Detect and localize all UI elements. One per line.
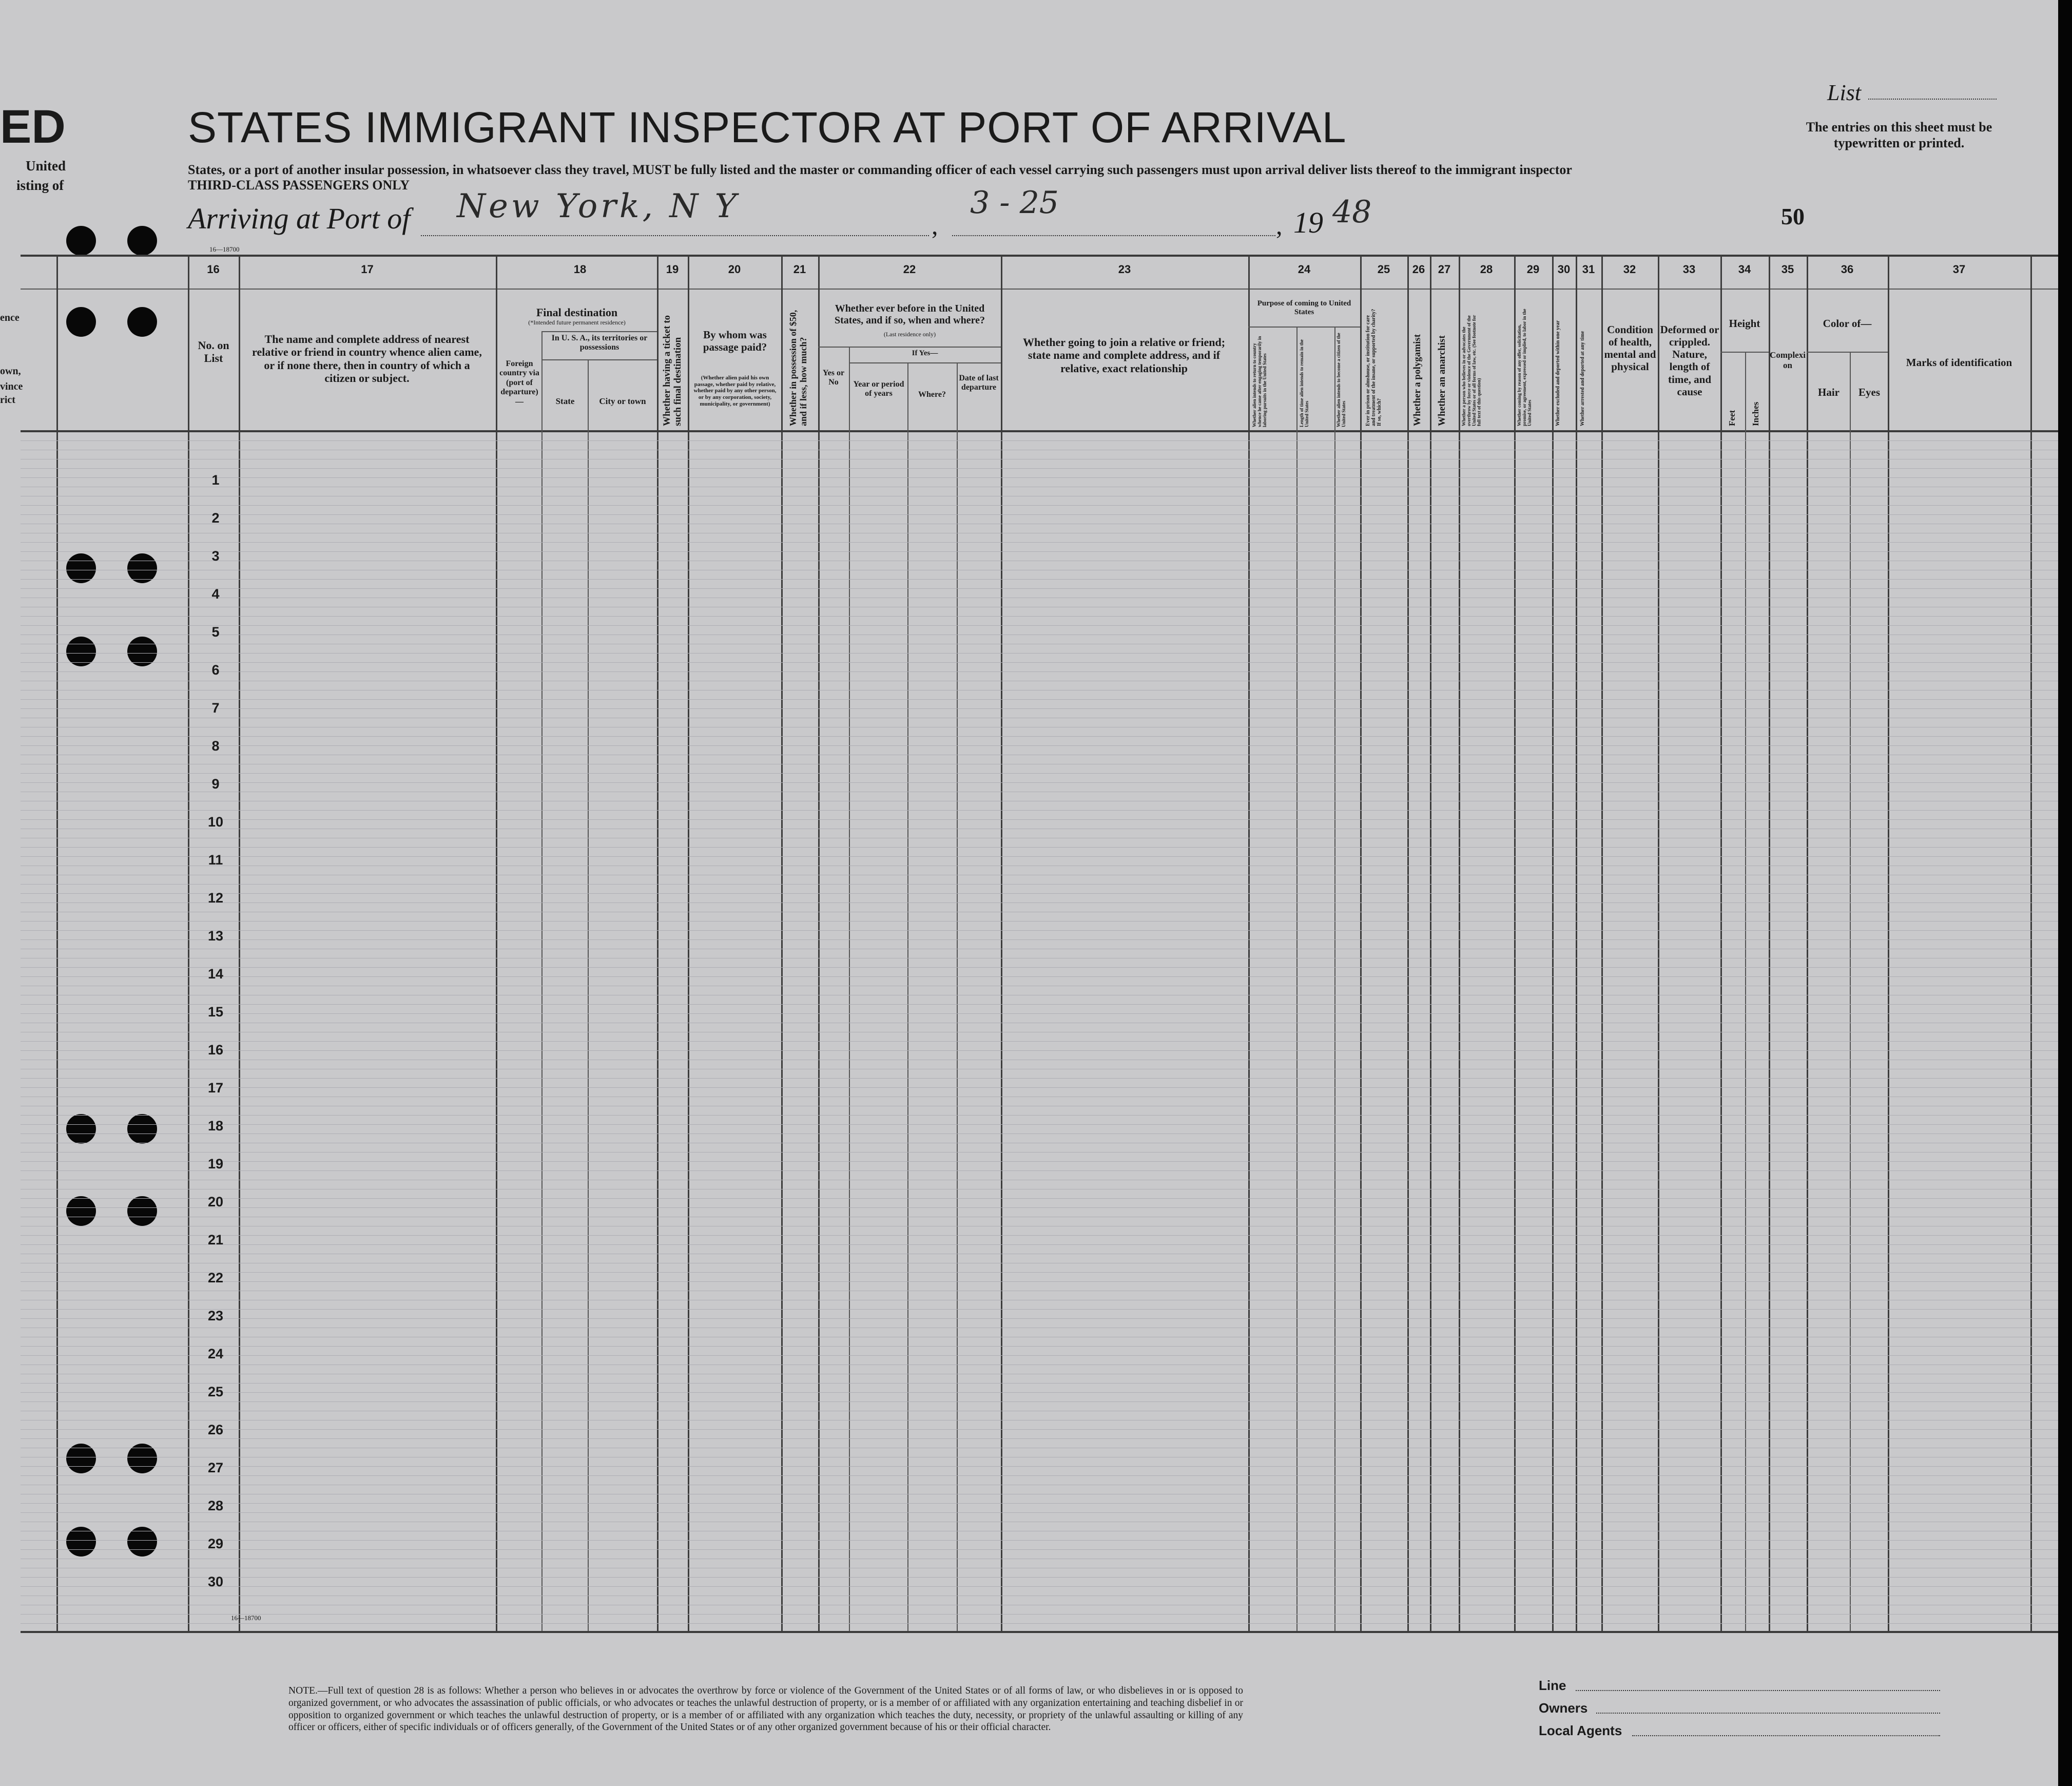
ruled-line [21,856,2058,857]
col-line [1745,352,1746,1631]
col-line [1769,255,1770,1631]
ruled-line [21,588,2058,589]
year-prefix: 19 [1293,206,1323,239]
ruled-line [21,625,2058,626]
ruled-line [21,967,2058,968]
col-line [1807,255,1808,1631]
punch-hole [127,1196,157,1226]
left-fragment-listing: isting of [16,178,64,193]
left-fragment-rict: rict [0,394,15,406]
col-line [1001,255,1002,1631]
punch-hole [66,1196,96,1226]
col-line [1407,255,1409,1631]
ruled-line [21,542,2058,543]
ruled-line [21,939,2058,940]
ruled-line [21,662,2058,663]
header-foreign-country: Foreign country via (port of departure)— [499,359,539,406]
local-agents-label: Local Agents [1539,1723,1622,1738]
col-line [1334,327,1335,1631]
form-code-bottom: 16—18700 [231,1614,261,1622]
col-line [541,331,543,1631]
footnote-question-28: NOTE.—Full text of question 28 is as follows: Whether a person who believes in or advocates the overthrow by force or violence of the Government of the United States or of all forms of law, or who disbelieves in or is opposed to organized government, or who advocates the assassination of public officials, or who advocates or teaches the unlawful destruction of property, or is a member of or affiliated with any organization entertaining and teaching disbelief in or opposition to organized government or which teaches the unlawful destruction of property, or is a member of or affiliated with any organization which teaches the duty, necessity, or propriety of the unlawful assaulting or killing of any officer or officers, either of specific individuals or of officers generally, of the Government of the United States or of any other organized government because of his or their official character. [288,1685,1243,1733]
ruled-line [21,1429,2058,1430]
ruled-line [21,1401,2058,1402]
row-number: 13 [207,928,224,944]
col-number-35: 35 [1781,263,1794,276]
row-number: 11 [208,852,223,868]
row-number: 19 [207,1156,224,1172]
col-line [1850,352,1851,1631]
c22-title-divider [818,347,1001,348]
row-number: 16 [207,1042,224,1058]
header-ever-before-sub: (Last residence only) [883,331,936,338]
ruled-line [21,1152,2058,1153]
header-purpose-citizen: Whether alien intends to become a citizen of the United States [1336,333,1346,427]
date-handwritten: 3 - 25 [970,185,1059,221]
ruled-line [21,616,2058,617]
row-number: 23 [207,1308,224,1323]
ruled-line [21,671,2058,672]
col-line [657,255,659,1631]
header-if-yes: If Yes— [912,349,938,357]
ruled-line [21,1198,2058,1199]
comma-1: , [932,211,938,240]
ruled-line [21,782,2058,783]
col-number-21: 21 [793,263,806,276]
header-excluded: Whether excluded and deported within one year [1555,320,1561,426]
col-line [1601,255,1603,1631]
col-number-31: 31 [1582,263,1595,276]
col-number-24: 24 [1298,263,1311,276]
col-line [818,255,820,1631]
ruled-line [21,810,2058,811]
col-line [56,255,58,1631]
ruled-line [21,1438,2058,1439]
header-no-on-list: No. on List [198,339,229,365]
row-number: 9 [211,776,220,792]
ruled-line [21,514,2058,515]
row-number: 17 [207,1080,224,1096]
ruled-line [21,477,2058,478]
header-eyes: Eyes [1858,386,1880,398]
col-number-20: 20 [728,263,741,276]
ruled-line [21,1050,2058,1051]
row-number: 1 [211,472,220,488]
c36-title-divider [1807,352,1888,353]
ruled-line [21,1207,2058,1208]
ruled-line [21,579,2058,580]
ruled-line [21,1041,2058,1042]
row-number: 30 [207,1574,224,1589]
col-line [688,255,689,1631]
col-number-29: 29 [1526,263,1540,276]
local-agents-field [1632,1735,1940,1736]
row-number: 6 [211,662,220,678]
col-number-16: 16 [207,263,220,276]
ruled-line [21,1466,2058,1467]
row-number: 3 [211,548,220,564]
ruled-line [21,1087,2058,1088]
row-number: 15 [207,1004,224,1020]
c18-title-divider [541,331,657,332]
col-line [1459,255,1460,1631]
header-join-relative: Whether going to join a relative or friend; state name and complete address, and if relative, exact relationship [1022,336,1226,375]
header-where: Where? [918,390,946,399]
ruled-line [21,1013,2058,1014]
ruled-line [21,1004,2058,1005]
list-line [1868,99,1997,100]
row-number: 18 [207,1118,224,1134]
col-line [1296,327,1298,1631]
col-number-33: 33 [1682,263,1696,276]
header-height: Height [1729,317,1760,330]
ruled-line [21,1623,2058,1624]
col-line [1576,255,1577,1631]
row-number: 29 [207,1536,224,1551]
col-line [1514,255,1516,1631]
header-bottom-border [21,430,2058,432]
ruled-line [21,1281,2058,1282]
row-number: 20 [207,1194,224,1209]
ruled-line [21,1475,2058,1476]
third-class-note: THIRD-CLASS PASSENGERS ONLY [188,178,410,193]
col-number-17: 17 [361,263,374,276]
col-number-37: 37 [1952,263,1966,276]
header-deformed: Deformed or crippled. Nature, length of time, and cause [1660,323,1719,398]
ruled-line [21,847,2058,848]
header-yes-or-no: Yes or No [822,369,845,387]
ruled-line [21,1355,2058,1356]
col-number-22: 22 [903,263,916,276]
col-line [1360,255,1362,1631]
sheet-number: 50 [1781,203,1805,229]
col-line [496,255,497,1631]
column-number-divider [21,289,2058,290]
year-handwritten: 48 [1332,194,1372,230]
left-fragment-ence: ence [0,312,20,323]
punch-hole [66,307,96,337]
ruled-line [21,819,2058,820]
left-fragment-own: own, [0,366,21,377]
header-year-or-period: Year or period of years [853,380,904,398]
col-line [1552,255,1554,1631]
col-line [1430,255,1431,1631]
header-health: Condition of health, mental and physical [1604,323,1656,373]
row-number: 10 [207,814,224,830]
ruled-line [21,1078,2058,1079]
ruled-line [21,1383,2058,1384]
ruled-line [21,708,2058,709]
header-ever-before: Whether ever before in the United States, and if so, when and where? [835,303,985,326]
header-marks-identification: Marks of identification [1906,356,2012,369]
line-field [1576,1690,1940,1691]
row-number: 28 [207,1498,224,1513]
row-number: 4 [211,586,220,602]
ruled-line [21,736,2058,737]
ruled-line [21,1346,2058,1347]
col-number-23: 23 [1118,263,1131,276]
c24-title-divider [1248,327,1360,328]
ruled-line [21,468,2058,469]
row-number: 22 [207,1270,224,1285]
row-number: 12 [207,890,224,906]
col-line [907,362,908,1631]
owners-label: Owners [1539,1700,1588,1716]
ruled-line [21,1272,2058,1273]
header-purpose: Purpose of coming to United States [1257,299,1351,317]
ruled-line [21,1161,2058,1162]
form-code-top: 16—18700 [209,245,240,253]
col-line [188,255,189,1631]
punch-hole [127,307,157,337]
col-line [1720,255,1722,1631]
typewritten-note: The entries on this sheet must be typewritten or printed. [1806,120,1992,151]
ruled-line [21,440,2058,441]
row-number: 25 [207,1384,224,1399]
comma-2: , [1276,211,1283,240]
header-final-destination: Final destination [536,306,618,319]
col-number-34: 34 [1738,263,1751,276]
ruled-line [21,551,2058,552]
ruled-line [21,1512,2058,1513]
ruled-line [21,1392,2058,1393]
c22-ifyes-divider [849,362,1001,363]
col-number-36: 36 [1841,263,1854,276]
row-number: 14 [207,966,224,982]
header-date-last-departure: Date of last departure [959,374,999,392]
punch-hole [127,1114,157,1144]
ruled-line [21,1115,2058,1116]
header-anarchist: Whether an anarchist [1437,335,1447,426]
owners-field [1596,1713,1940,1714]
header-purpose-length: Length of time alien intends to remain in the United States [1299,339,1309,427]
header-state: State [555,396,575,406]
row-number: 27 [207,1460,224,1475]
ruled-line [21,1124,2058,1125]
col-line [957,362,958,1631]
date-line [952,235,1275,236]
ruled-line [21,1503,2058,1504]
ruled-line [21,902,2058,903]
port-handwritten: New York, N Y [457,187,740,225]
ruled-line [21,1586,2058,1587]
ruled-line [21,1309,2058,1310]
header-prison: Ever in prison or almshouse, or institution for care and treatment of the insane, or supported by charity? If so, which? [1365,309,1382,426]
col-number-26: 26 [1412,263,1425,276]
col-line [1658,255,1659,1631]
header-purpose-return: Whether alien intends to return to country whence he came after engaging temporarily in laboring pursuits in the United States [1252,336,1267,427]
col-line [2030,255,2032,1631]
header-feet: Feet [1727,410,1737,426]
form-subtitle: States, or a port of another insular possession, in whatsoever class they travel, MUST be fully listed and the master or commanding officer of each vessel carrying such passengers must upon arrival deliver lists thereof to the immigrant inspector [188,162,1572,177]
line-label: Line [1539,1678,1566,1693]
header-fifty-dollars: Whether in possession of $50, and if less, how much? [788,310,808,426]
c18-usa-divider [541,359,657,360]
ruled-line [21,884,2058,885]
ruled-line [21,930,2058,931]
col-line [1248,255,1250,1631]
header-complexion: Complexion [1770,350,1806,370]
list-label: List [1827,80,1862,105]
header-inches: Inches [1751,401,1760,426]
row-number: 2 [211,510,220,526]
port-line [421,235,929,236]
ruled-line [21,1244,2058,1245]
header-nearest-relative: The name and complete address of nearest relative or friend in country whence alien came, or if none there, then in country of which a citizen or subject. [252,333,482,385]
table-bottom-border [21,1631,2058,1633]
title-fragment: ED [0,101,66,153]
col-number-18: 18 [573,263,587,276]
col-number-27: 27 [1438,263,1451,276]
header-city-or-town: City or town [599,396,646,406]
header-in-usa: In U. S. A., its territories or possessions [551,334,648,352]
ruled-line [21,1614,2058,1615]
left-fragment-united: United [26,158,66,174]
ruled-line [21,745,2058,746]
col-line [781,255,783,1631]
col-number-32: 32 [1623,263,1636,276]
header-ticket: Whether having a ticket to such final destination [662,315,683,426]
row-number: 24 [207,1346,224,1361]
ruled-line [21,1235,2058,1236]
punch-hole [66,1114,96,1144]
ruled-line [21,1318,2058,1319]
header-final-destination-sub: (*Intended future permanent residence) [528,319,626,326]
ruled-line [21,1549,2058,1550]
ruled-line [21,653,2058,654]
c34-title-divider [1720,352,1769,353]
header-overthrow: Whether a person who believes in or advocates the overthrow by force or violence of the Government of the United States or of all forms of law, etc. (See footnote for full text of this question) [1461,315,1482,426]
ruled-line [21,893,2058,894]
header-color-of: Color of— [1823,317,1872,330]
ruled-line [21,505,2058,506]
header-passage-paid-sub: (Whether alien paid his own passage, whether paid by relative, whether paid by any other person, or by any corporation, society, municipality, or government) [693,375,777,407]
punch-hole [127,226,157,256]
row-number: 26 [207,1422,224,1437]
arriving-label: Arriving at Port of [188,202,411,235]
row-number: 5 [211,624,220,640]
form-title: STATES IMMIGRANT INSPECTOR AT PORT OF ARRIVAL [188,103,1347,151]
col-number-25: 25 [1377,263,1390,276]
ruled-line [21,773,2058,774]
col-number-28: 28 [1480,263,1493,276]
row-number: 21 [207,1232,224,1247]
ruled-line [21,1577,2058,1578]
left-fragment-vince: vince [0,381,23,392]
col-number-19: 19 [666,263,679,276]
ruled-line [21,699,2058,700]
header-labor-offer: Whether coming by reason of any offer, solicitation, promise, or agreement, expressed or implied, to labor in the United States [1517,309,1532,426]
header-passage-paid: By whom was passage paid? [703,329,767,354]
ruled-line [21,976,2058,977]
ruled-line [21,1170,2058,1171]
header-polygamist: Whether a polygamist [1412,334,1423,426]
col-line [1888,255,1889,1631]
table-top-border [21,255,2058,257]
row-number: 8 [211,738,220,754]
ruled-line [21,1540,2058,1541]
col-number-30: 30 [1557,263,1571,276]
punch-hole [66,226,96,256]
row-number: 7 [211,700,220,716]
header-hair: Hair [1818,386,1839,398]
header-arrested: Whether arrested and deported at any time [1580,331,1585,426]
